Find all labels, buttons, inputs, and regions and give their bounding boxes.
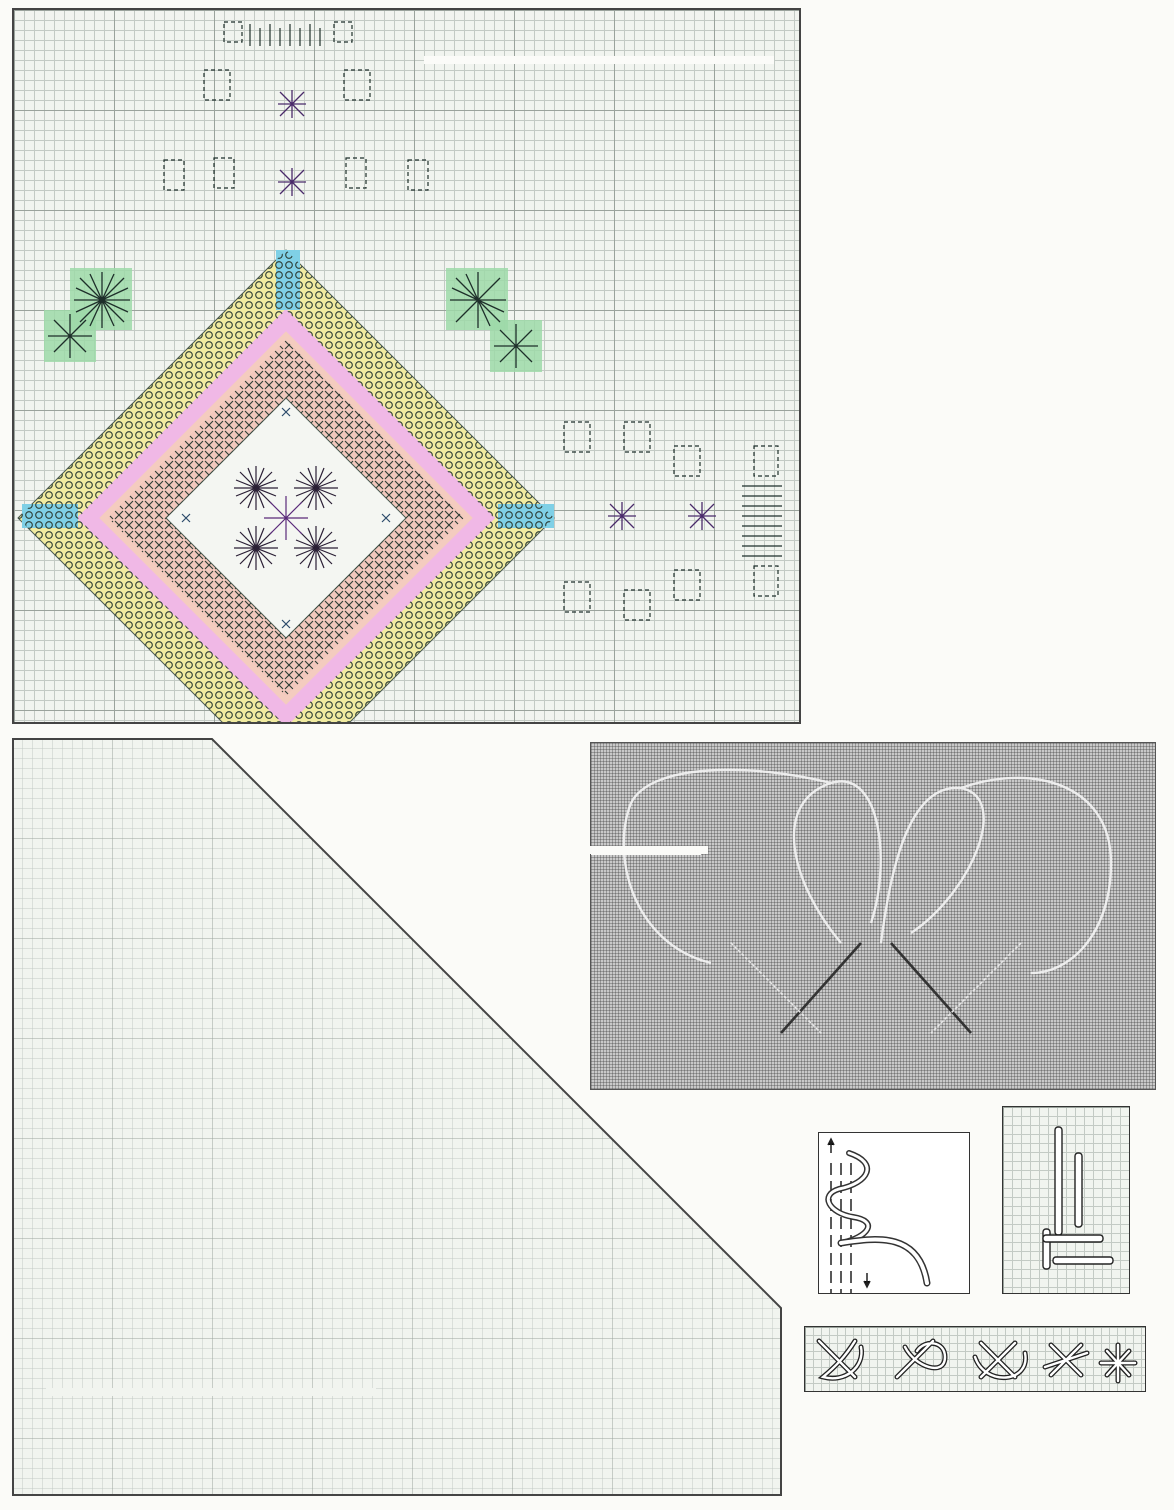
instructions-column bbox=[818, 14, 1156, 32]
main-graph-art bbox=[14, 10, 799, 722]
palestrina-diagram bbox=[804, 1326, 1146, 1392]
cross-filling-diagram bbox=[1002, 1106, 1130, 1294]
stitch-photo-caption-outer bbox=[498, 846, 708, 854]
main-graph-panel bbox=[12, 8, 801, 724]
join-ribbon-art bbox=[819, 1133, 969, 1293]
join-ribbon-diagram bbox=[818, 1132, 970, 1294]
back-graph-caption bbox=[46, 1388, 376, 1396]
stitch-photo-panel bbox=[590, 742, 1156, 1090]
acorn-right-motif bbox=[564, 422, 782, 620]
acorn-top-motif bbox=[164, 22, 428, 190]
stitch-photo-art bbox=[591, 743, 1155, 1089]
palestrina-art bbox=[805, 1327, 1145, 1391]
cross-filling-art bbox=[1003, 1107, 1129, 1293]
main-graph-caption bbox=[424, 56, 774, 64]
